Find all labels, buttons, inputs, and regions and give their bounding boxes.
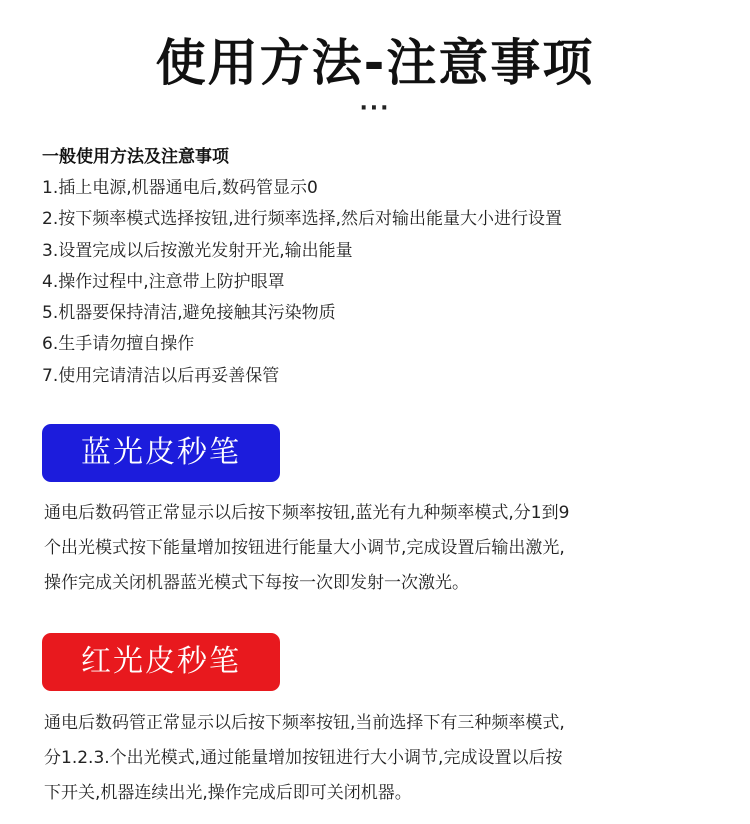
red-section-text: [44, 706, 724, 811]
step-item: 4.操作过程中,注意带上防护眼罩: [42, 271, 285, 292]
step-item: 7.使用完请清洁以后再妥善保管: [42, 365, 280, 386]
red-text-line: 分1.2.3.个出光模式,通过能量增加按钮进行大小调节,完成设置以后按: [44, 748, 563, 768]
red-text-line: 下开关,机器连续出光,操作完成后即可关闭机器。: [44, 783, 412, 803]
usage-steps: [42, 142, 732, 392]
blue-text-line: 通电后数码管正常显示以后按下频率按钮,蓝光有九种频率模式,分1到9: [44, 503, 570, 523]
step-item: 2.按下频率模式选择按钮,进行频率选择,然后对输出能量大小进行设置: [42, 209, 563, 230]
step-item: 5.机器要保持清洁,避免接触其污染物质: [42, 303, 336, 324]
blue-text-line: 操作完成关闭机器蓝光模式下每按一次即发射一次激光。: [44, 573, 469, 593]
title-dots: ···: [359, 96, 391, 121]
red-section-badge: 红光皮秒笔: [42, 633, 280, 691]
step-item: 1.插上电源,机器通电后,数码管显示0: [42, 178, 318, 198]
steps-list: [42, 173, 732, 392]
step-item: 3.设置完成以后按激光发射开光,输出能量: [42, 240, 353, 261]
blue-section-badge: 蓝光皮秒笔: [42, 424, 280, 482]
red-text-line: 通电后数码管正常显示以后按下频率按钮,当前选择下有三种频率模式,: [44, 713, 565, 733]
steps-heading: 一般使用方法及注意事项: [42, 147, 229, 167]
step-item: 6.生手请勿擅自操作: [42, 334, 195, 355]
blue-text-line: 个出光模式按下能量增加按钮进行能量大小调节,完成设置后输出激光,: [44, 538, 565, 558]
blue-section-text: [44, 496, 724, 601]
page-title: 使用方法-注意事项: [155, 34, 595, 92]
